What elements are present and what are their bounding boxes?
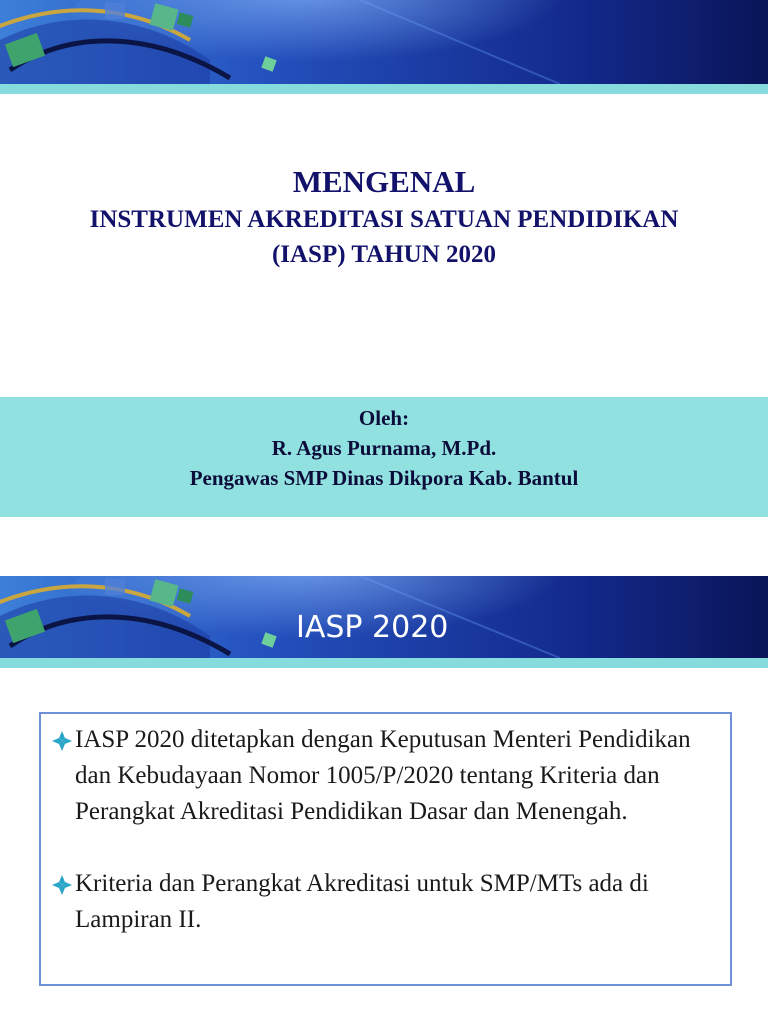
bullet-text: Kriteria dan Perangkat Akreditasi untuk SMP/MTs ada di Lampiran II.: [75, 870, 649, 933]
diamond-bullet-icon: [51, 730, 73, 752]
title-block: [0, 162, 768, 272]
header-banner: [0, 0, 768, 84]
author-role: Pengawas SMP Dinas Dikpora Kab. Bantul: [189, 466, 579, 490]
banner-graphic: [0, 0, 768, 84]
author-name: R. Agus Purnama, M.Pd.: [271, 436, 497, 460]
banner-stripe: [0, 658, 768, 668]
title-line-2: INSTRUMEN AKREDITASI SATUAN PENDIDIKAN: [89, 206, 679, 233]
diamond-bullet-icon: [51, 874, 73, 896]
bullet-text: IASP 2020 ditetapkan dengan Keputusan Menteri Pendidikan dan Kebudayaan Nomor 1005/P/2020 tentang Kriteria dan Perangkat Akreditasi Pendidikan Dasar dan Menengah.: [75, 726, 691, 825]
slide-iasp: [0, 576, 768, 1024]
title-main: MENGENAL: [292, 164, 476, 199]
author-box: [0, 397, 768, 517]
title-line-3: (IASP) TAHUN 2020: [271, 241, 497, 268]
bullet-item: [51, 722, 721, 830]
author-label: Oleh:: [358, 406, 410, 430]
bullet-item: [51, 866, 721, 938]
content-box: [39, 712, 732, 986]
header-banner: [0, 576, 768, 658]
banner-stripe: [0, 84, 768, 94]
slide-title-text: IASP 2020: [296, 610, 449, 645]
